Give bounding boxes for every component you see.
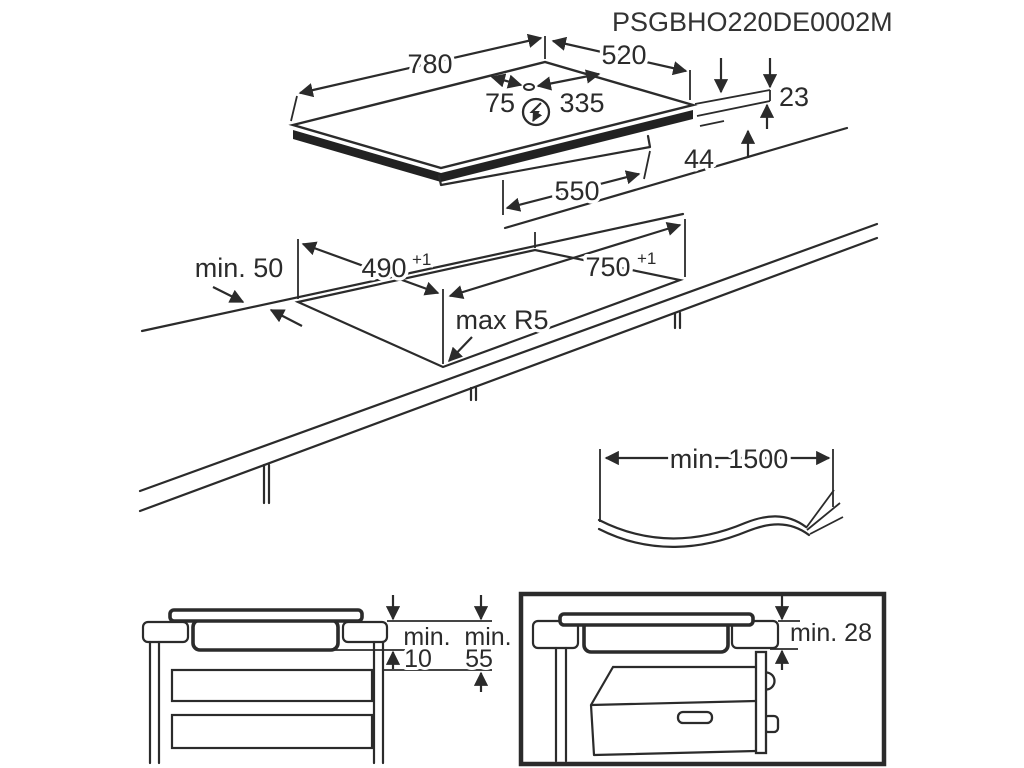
gap-min-value: 10 — [404, 645, 432, 673]
hob-depth-label: 520 — [601, 40, 647, 70]
mains-cable-icon — [599, 490, 843, 547]
hob-width-label: 780 — [407, 49, 453, 79]
wall-clearance-label: min. 50 — [194, 253, 284, 283]
hob-box-section — [193, 620, 338, 650]
drawer-lower — [172, 715, 372, 748]
hob-isometric-view — [291, 36, 847, 228]
drawer-clearance-view — [143, 595, 512, 763]
cable-length-view — [599, 444, 843, 547]
drawer-upper — [172, 670, 372, 701]
gap-min-label: min. — [403, 623, 451, 651]
part-number: PSGBHO220DE0002M — [612, 7, 893, 37]
worktop-thickness-label: min. 28 — [790, 619, 872, 647]
oven-clearance-view — [521, 594, 884, 764]
height-above-label: 23 — [778, 82, 810, 112]
clearance-min-value: 55 — [465, 645, 493, 673]
hob-glass-section — [170, 610, 362, 621]
power-connection-icon — [523, 99, 549, 125]
box-width-label: 550 — [554, 176, 600, 206]
cable-gland-mark — [524, 84, 534, 90]
cutout-depth-label: 490 — [361, 253, 407, 283]
depth-below-label: 44 — [683, 144, 715, 174]
worktop-level-lines — [695, 90, 770, 116]
cutout-width-label: 750 — [585, 252, 631, 282]
wall-clearance-arrow-upper — [213, 287, 243, 302]
cable-offset-right-label: 335 — [559, 88, 605, 118]
oven-side-panel — [756, 652, 766, 753]
oven-handle — [678, 712, 712, 723]
cutout-depth-tolerance: +1 — [412, 250, 432, 269]
cable-offset-left-label: 75 — [484, 88, 516, 118]
wall-clearance-arrow-lower — [271, 310, 302, 326]
clearance-min-label: min. — [464, 623, 512, 651]
corner-radius-label: max R5 — [455, 305, 549, 335]
worktop-right — [343, 622, 387, 642]
worktop-left — [143, 622, 188, 642]
hob-glass-section — [560, 614, 753, 625]
ref-line — [700, 121, 724, 126]
cable-length-label: min. 1500 — [669, 444, 789, 474]
cutout-width-tolerance: +1 — [637, 249, 657, 268]
